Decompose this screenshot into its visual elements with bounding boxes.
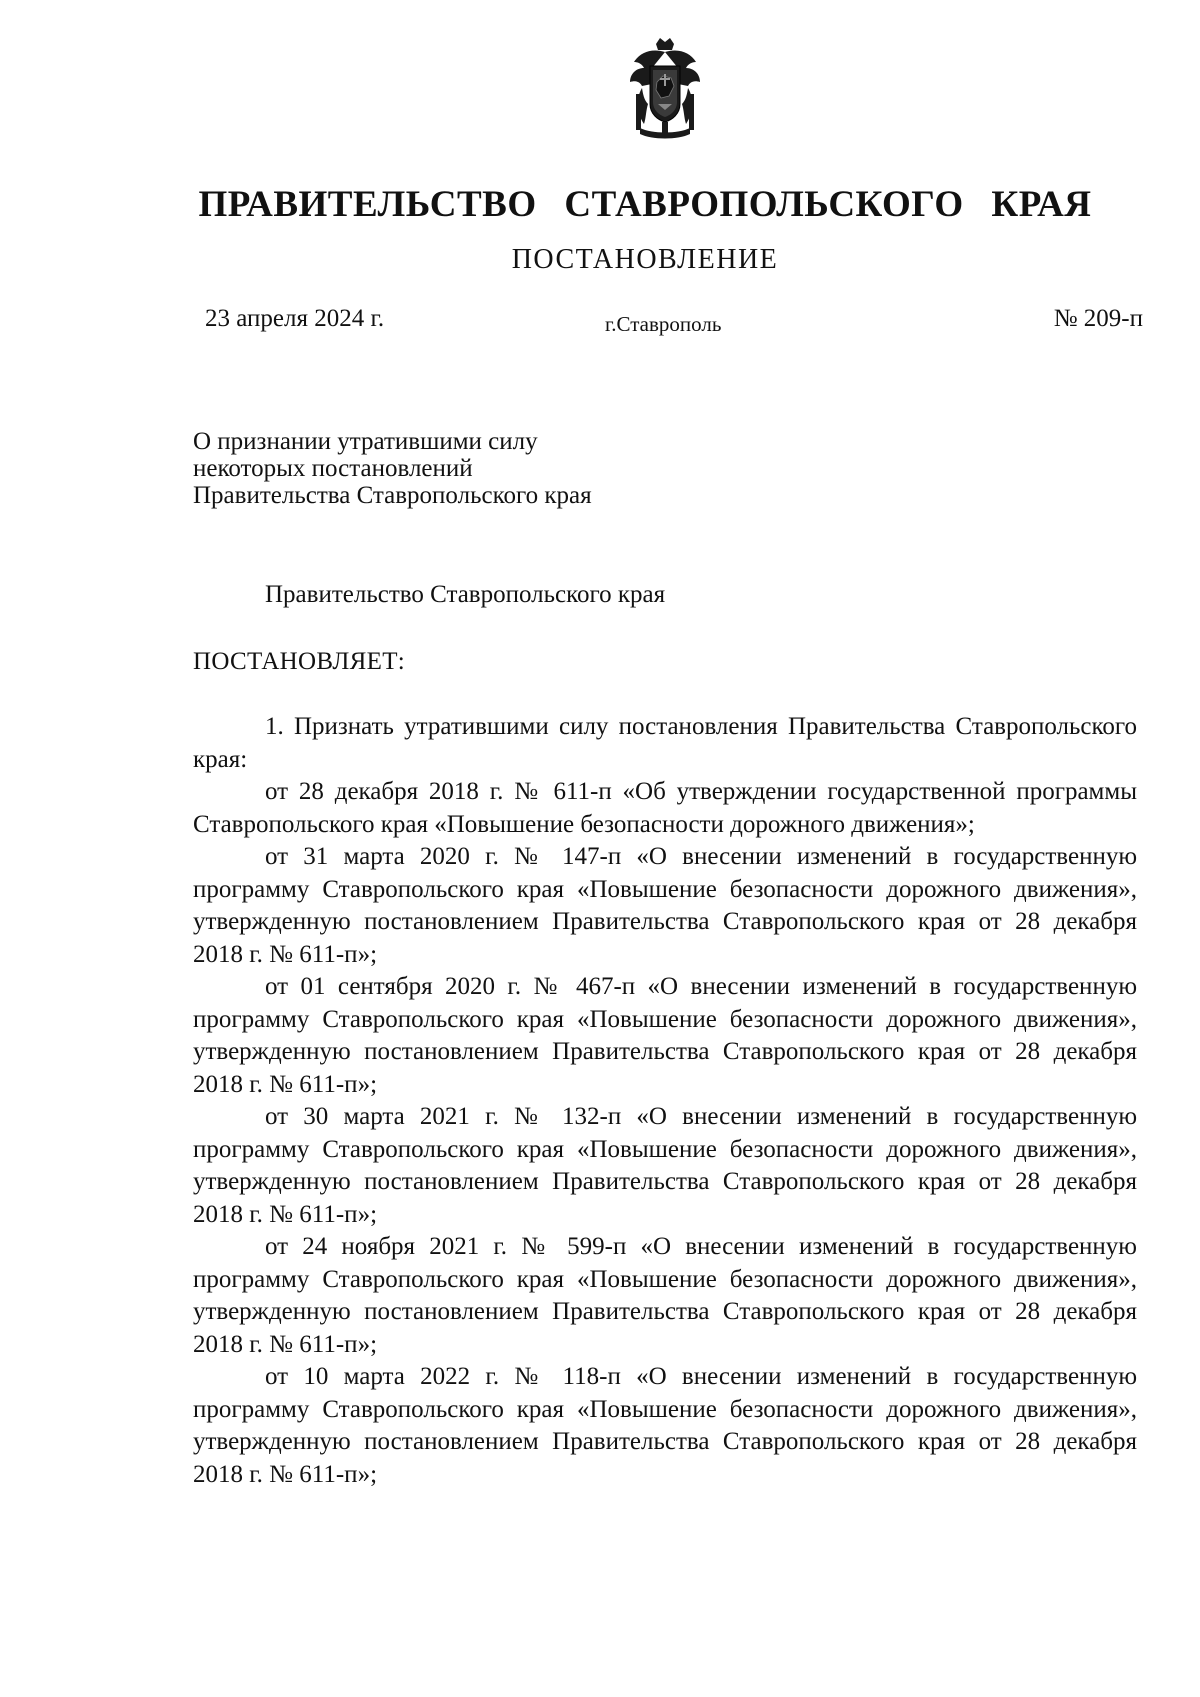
coat-of-arms-icon [622, 38, 708, 142]
body-paragraph: от 10 марта 2022 г. № 118-п «О внесении изменений в государственную программу Ставропольского края «Повышение безопасности дорожного движения», утвержденную постановлением Правительства Ставропольского края от 28 декабря 2018 г. № 611-п»; [193, 1363, 1137, 1488]
body-paragraph: от 28 декабря 2018 г. № 611-п «Об утверждении государственной программы Ставропольского края «Повышение безопасности дорожного движения»; [193, 778, 1137, 838]
document-date: 23 апреля 2024 г. [205, 305, 385, 332]
subject-line: О признании утратившими силу [193, 428, 538, 455]
subject-line: Правительства Ставропольского края [193, 482, 592, 509]
body-paragraph: от 31 марта 2020 г. № 147-п «О внесении изменений в государственную программу Ставропольского края «Повышение безопасности дорожного движения», утвержденную постановлением Правительства Ставропольского края от 28 декабря 2018 г. № 611-п»; [193, 843, 1137, 968]
document-type: ПОСТАНОВЛЕНИЕ [511, 244, 779, 275]
document-number: № 209-п [1053, 305, 1143, 332]
document-body [193, 711, 1137, 1491]
government-title: ПРАВИТЕЛЬСТВО СТАВРОПОЛЬСКОГО КРАЯ [198, 184, 1092, 225]
body-paragraph: 1. Признать утратившими силу постановления Правительства Ставропольского края: [193, 713, 1137, 773]
subject-line: некоторых постановлений [193, 455, 473, 482]
body-paragraph: от 24 ноября 2021 г. № 599-п «О внесении изменений в государственную программу Ставропольского края «Повышение безопасности дорожного движения», утвержденную постановлением Правительства Ставропольского края от 28 декабря 2018 г. № 611-п»; [193, 1233, 1137, 1358]
document-subject [193, 428, 592, 509]
intro-text: Правительство Ставропольского края [265, 581, 666, 608]
body-paragraph: от 30 марта 2021 г. № 132-п «О внесении изменений в государственную программу Ставропольского края «Повышение безопасности дорожного движения», утвержденную постановлением Правительства Ставропольского края от 28 декабря 2018 г. № 611-п»; [193, 1103, 1137, 1228]
body-paragraph: от 01 сентября 2020 г. № 467-п «О внесении изменений в государственную программу Ставропольского края «Повышение безопасности дорожного движения», утвержденную постановлением Правительства Ставропольского края от 28 декабря 2018 г. № 611-п»; [193, 973, 1137, 1098]
resolves-heading: ПОСТАНОВЛЯЕТ: [193, 648, 406, 675]
document-city: г.Ставрополь [605, 312, 722, 336]
